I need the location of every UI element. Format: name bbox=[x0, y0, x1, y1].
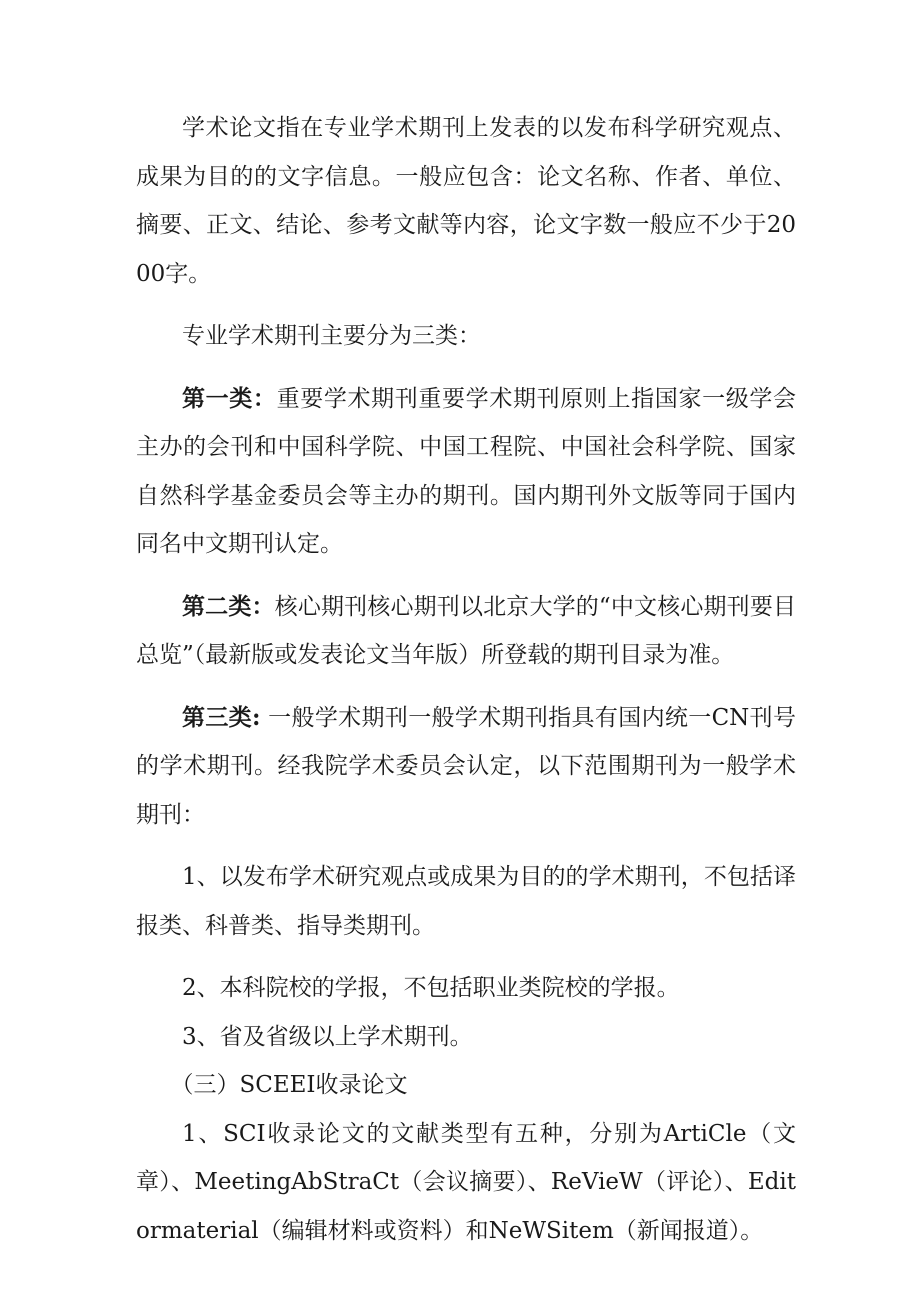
document-body bbox=[136, 104, 796, 1255]
paragraph-text: 核心期刊核心期刊以北京大学的“中文核心期刊要目总览”（最新版或发表论文当年版）所登载的期刊目录为准。 bbox=[136, 593, 796, 668]
category-three-label: 第三类: bbox=[182, 703, 261, 731]
list-item-1 bbox=[136, 853, 796, 950]
section-heading-sceei bbox=[136, 1061, 796, 1110]
category-two-label: 第二类： bbox=[182, 592, 275, 620]
paragraph-text: 2、本科院校的学报，不包括职业类院校的学报。 bbox=[182, 975, 680, 1001]
paragraph-text: 重要学术期刊重要学术期刊原则上指国家一级学会主办的会刊和中国科学院、中国工程院、中国社会科学院、国家自然科学基金委员会等主办的期刊。国内期刊外文版等同于国内同名中文期刊认定。 bbox=[136, 385, 797, 557]
paragraph-category-three bbox=[136, 694, 796, 840]
list-item-2 bbox=[136, 964, 796, 1013]
paragraph-academic-paper-definition bbox=[136, 104, 796, 298]
paragraph-text: （三）SCEEI收录论文 bbox=[170, 1072, 408, 1098]
paragraph-category-two bbox=[136, 583, 796, 680]
paragraph-text: 1、以发布学术研究观点或成果为目的的学术期刊，不包括译报类、科普类、指导类期刊。 bbox=[136, 864, 796, 939]
paragraph-text: 1、SCI收录论文的文献类型有五种，分别为ArtiCle（文章）、MeetingAbStraCt（会议摘要）、ReVieW（评论）、Editormaterial（编辑材料或资料）和NeWSitem（新闻报道）。 bbox=[136, 1120, 796, 1244]
category-one-label: 第一类： bbox=[182, 384, 277, 412]
paragraph-text: 专业学术期刊主要分为三类： bbox=[182, 323, 481, 349]
list-item-3 bbox=[136, 1013, 796, 1062]
paragraph-journal-categories-intro bbox=[136, 312, 796, 361]
paragraph-sci-document-types bbox=[136, 1110, 796, 1256]
paragraph-text: 学术论文指在专业学术期刊上发表的以发布科学研究观点、成果为目的的文字信息。一般应包含：论文名称、作者、单位、摘要、正文、结论、参考文献等内容，论文字数一般应不少于2000字。 bbox=[136, 115, 796, 287]
paragraph-text: 3、省及省级以上学术期刊。 bbox=[182, 1023, 473, 1050]
paragraph-category-one bbox=[136, 375, 796, 569]
paragraph-text: 一般学术期刊一般学术期刊指具有国内统一CN刊号的学术期刊。经我院学术委员会认定，以下范围期刊为一般学术期刊： bbox=[136, 704, 796, 828]
